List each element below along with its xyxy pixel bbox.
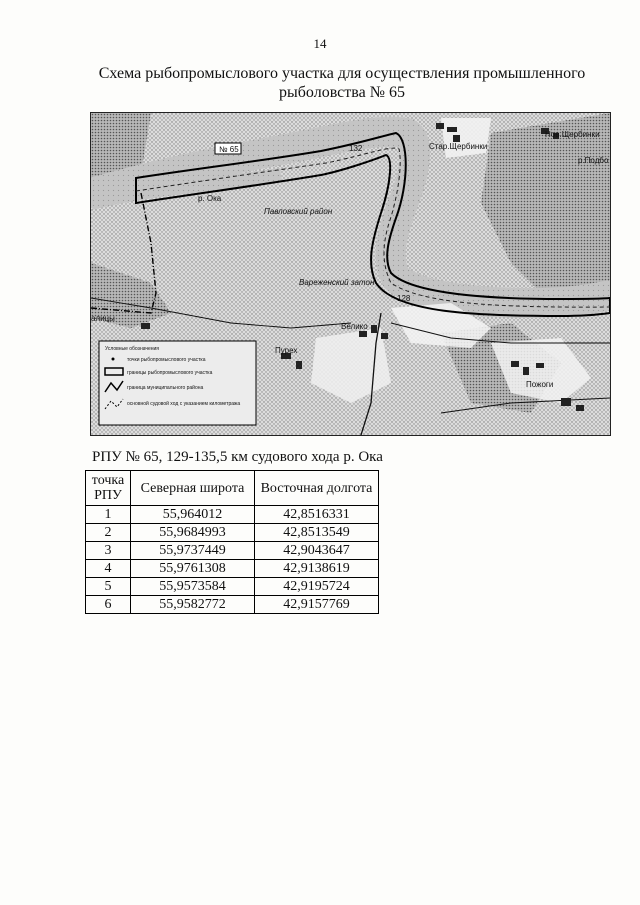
- legend-item-3: граница муниципального района: [127, 385, 204, 391]
- table-row: [86, 596, 379, 614]
- table-row: [86, 506, 379, 524]
- cell-longitude: 42,8513549: [255, 524, 379, 542]
- title-line-1: Схема рыбопромыслового участка для осуществления промышленного: [98, 65, 586, 82]
- table-row: [86, 524, 379, 542]
- cell-point: 2: [86, 524, 131, 542]
- cell-longitude: 42,9157769: [255, 596, 379, 614]
- cell-longitude: 42,9043647: [255, 542, 379, 560]
- document-title: [92, 64, 592, 102]
- town-label-right-edge: р.Подбо: [578, 156, 609, 165]
- village-label-left: Пурех: [275, 346, 298, 355]
- cell-longitude: 42,9195724: [255, 578, 379, 596]
- cell-point: 3: [86, 542, 131, 560]
- river-label: р. Ока: [198, 194, 222, 203]
- map-svg: [91, 113, 610, 435]
- point-icon: [112, 358, 115, 361]
- cell-latitude: 55,9761308: [131, 560, 255, 578]
- page-number: 14: [313, 36, 327, 51]
- table-header-row: [86, 471, 379, 506]
- open-area: [441, 118, 491, 158]
- table-caption: РПУ № 65, 129-135,5 км судового хода р. Ока: [92, 449, 383, 465]
- cell-latitude: 55,9582772: [131, 596, 255, 614]
- km-marker-top: 132: [349, 144, 363, 153]
- km-marker-mid: 128: [397, 294, 411, 303]
- cell-point: 5: [86, 578, 131, 596]
- backwater-label: Вареженский затон: [299, 278, 375, 287]
- map-legend: [99, 341, 256, 425]
- legend-item-2: границы рыбопромыслового участка: [127, 370, 213, 376]
- legend-item-4: основной судовой ход с указанием километража: [127, 401, 241, 407]
- town-label-top: Стар.Щербинки: [429, 142, 488, 151]
- header-point: точка РПУ: [86, 471, 131, 506]
- cell-latitude: 55,9737449: [131, 542, 255, 560]
- table-row: [86, 560, 379, 578]
- coordinates-table: [85, 470, 379, 614]
- town-label-top-right: Нов.Щербинки: [545, 130, 600, 139]
- left-edge-label: алицы: [91, 314, 115, 323]
- village-label-right: Пожоги: [526, 380, 554, 389]
- fishing-area-map: [90, 112, 611, 436]
- table-row: [86, 542, 379, 560]
- cell-longitude: 42,9138619: [255, 560, 379, 578]
- title-line-2: рыболовства № 65: [279, 84, 405, 101]
- header-longitude: Восточная долгота: [255, 471, 379, 506]
- cell-point: 1: [86, 506, 131, 524]
- district-label: Павловский район: [264, 207, 333, 216]
- table-row: [86, 578, 379, 596]
- cell-point: 4: [86, 560, 131, 578]
- village-label-center: Велико: [341, 322, 368, 331]
- cell-longitude: 42,8516331: [255, 506, 379, 524]
- cell-point: 6: [86, 596, 131, 614]
- area-number-label: № 65: [219, 145, 239, 154]
- cell-latitude: 55,9684993: [131, 524, 255, 542]
- legend-title: Условные обозначения: [105, 346, 160, 352]
- header-latitude: Северная широта: [131, 471, 255, 506]
- legend-item-1: точки рыбопромыслового участка: [127, 357, 206, 363]
- cell-latitude: 55,964012: [131, 506, 255, 524]
- cell-latitude: 55,9573584: [131, 578, 255, 596]
